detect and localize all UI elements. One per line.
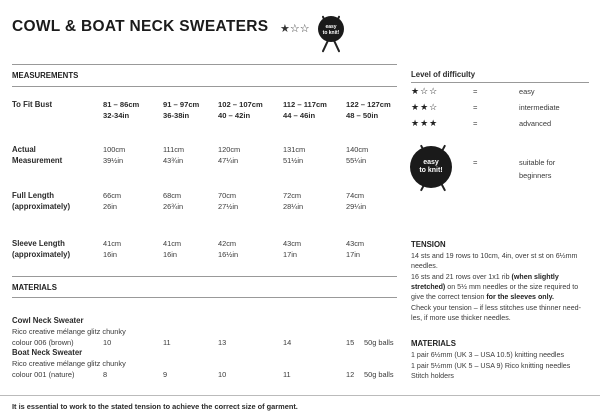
row-label: Actual <box>12 145 36 154</box>
ball-count: 15 <box>346 338 355 347</box>
size-value: 47¼in <box>218 156 239 165</box>
size-value: 112 – 117cm <box>283 100 327 109</box>
size-value: 43cm <box>283 239 302 248</box>
divider <box>12 276 397 277</box>
equals-sign: = <box>473 103 478 112</box>
size-value: 44 – 46in <box>283 111 316 120</box>
tension-segment: les, if more use thicker needles. <box>411 313 511 322</box>
size-value: 41cm <box>163 239 182 248</box>
equals-sign: = <box>473 119 478 128</box>
difficulty-heading: Level of difficulty <box>411 70 476 79</box>
row-label: Measurement <box>12 156 63 165</box>
needle-item: Stitch holders <box>411 372 454 380</box>
material-title: Boat Neck Sweater <box>12 348 83 357</box>
ball-count: 10 <box>218 370 227 379</box>
measurements-heading: MEASUREMENTS <box>12 71 79 80</box>
size-value: 140cm <box>346 145 369 154</box>
row-label: To Fit Bust <box>12 100 53 109</box>
material-desc: Rico creative mélange glitz chunky <box>12 327 126 336</box>
size-value: 70cm <box>218 191 237 200</box>
size-value: 102 – 107cm <box>218 100 263 109</box>
size-value: 16in <box>163 250 177 259</box>
size-value: 40 – 42in <box>218 111 251 120</box>
row-label: Full Length <box>12 191 55 200</box>
size-value: 16½in <box>218 250 239 259</box>
needles-heading: MATERIALS <box>411 339 456 348</box>
tension-segment: for the sleeves only. <box>486 293 554 302</box>
size-value: 36-38in <box>163 111 190 120</box>
size-value: 68cm <box>163 191 182 200</box>
divider <box>12 86 397 87</box>
badge-text-1: easy <box>325 24 337 30</box>
size-value: 122 – 127cm <box>346 100 391 109</box>
materials-heading: MATERIALS <box>12 283 57 292</box>
tension-segment: 14 sts and 19 rows to 10cm, 4in, over st st on 6½mm <box>411 252 578 260</box>
tension-heading: TENSION <box>411 240 446 249</box>
material-title: Cowl Neck Sweater <box>12 316 84 325</box>
ball-count: 13 <box>218 338 227 347</box>
level-stars: ★★☆ <box>411 102 439 112</box>
ball-count: 12 <box>346 370 355 379</box>
tension-line <box>411 313 511 324</box>
size-value: 29¼in <box>346 202 367 211</box>
size-value: 100cm <box>103 145 126 154</box>
size-value: 120cm <box>218 145 241 154</box>
divider <box>12 297 397 298</box>
size-value: 43¾in <box>163 156 184 165</box>
size-value: 55¼in <box>346 156 367 165</box>
size-value: 74cm <box>346 191 365 200</box>
size-value: 17in <box>283 250 297 259</box>
beginners-label: beginners <box>519 171 552 180</box>
size-value: 43cm <box>346 239 365 248</box>
needle-item: 1 pair 5½mm (UK 5 – USA 9) Rico knitting needles <box>411 361 571 370</box>
level-stars: ★☆☆ <box>411 86 439 96</box>
tension-note: It is essential to work to the stated tension to achieve the correct size of garment. <box>12 402 298 411</box>
level-label: intermediate <box>519 103 560 112</box>
size-value: 26¾in <box>163 202 184 211</box>
tension-segment: on 5½ mm needles or the size required to <box>445 282 579 291</box>
tension-segment: Check your tension – if less stitches use thinner need- <box>411 303 581 312</box>
suitable-label: suitable for <box>519 158 556 167</box>
size-value: 91 – 97cm <box>163 100 200 109</box>
material-desc: colour 001 (nature) <box>12 370 75 379</box>
tension-segment: needles. <box>411 262 438 271</box>
tension-segment: stretched) <box>411 282 446 291</box>
size-value: 51½in <box>283 156 304 165</box>
difficulty-stars: ★☆☆ <box>280 23 310 35</box>
ball-unit: 50g balls <box>364 338 394 347</box>
row-label: (approximately) <box>12 250 71 259</box>
ball-unit: 50g balls <box>364 370 394 379</box>
size-value: 66cm <box>103 191 122 200</box>
size-value: 17in <box>346 250 360 259</box>
badge-icon-text-2: to knit! <box>419 167 443 174</box>
material-desc: Rico creative mélange glitz chunky <box>12 359 126 368</box>
badge-icon-text-1: easy <box>423 159 439 166</box>
size-value: 32-34in <box>103 111 130 120</box>
divider <box>0 395 600 396</box>
needle-item: 1 pair 6½mm (UK 3 – USA 10.5) knitting needles <box>411 351 564 359</box>
level-label: advanced <box>519 119 552 128</box>
tension-segment: 16 sts and 21 rows over 1x1 rib <box>411 272 512 281</box>
equals-sign: = <box>473 158 478 167</box>
level-stars: ★★★ <box>411 118 439 128</box>
tension-segment: (when slightly <box>511 272 559 281</box>
size-value: 42cm <box>218 239 237 248</box>
ball-count: 10 <box>103 338 112 347</box>
page-title: COWL & BOAT NECK SWEATERS <box>12 18 269 35</box>
badge-text-2: to knit! <box>322 30 340 36</box>
ball-count: 11 <box>163 338 171 347</box>
divider <box>12 64 397 65</box>
size-value: 26in <box>103 202 117 211</box>
size-value: 48 – 50in <box>346 111 379 120</box>
size-value: 28¼in <box>283 202 304 211</box>
ball-count: 8 <box>103 370 108 379</box>
tension-segment: give the correct tension <box>411 293 487 302</box>
size-value: 16in <box>103 250 117 259</box>
ball-count: 9 <box>163 370 168 379</box>
row-label: Sleeve Length <box>12 239 65 248</box>
equals-sign: = <box>473 87 478 96</box>
material-desc: colour 006 (brown) <box>12 338 74 347</box>
row-label: (approximately) <box>12 202 71 211</box>
size-value: 27½in <box>218 202 239 211</box>
size-value: 41cm <box>103 239 122 248</box>
size-value: 131cm <box>283 145 306 154</box>
level-label: easy <box>519 87 535 96</box>
ball-count: 14 <box>283 338 292 347</box>
size-value: 39½in <box>103 156 124 165</box>
size-value: 72cm <box>283 191 302 200</box>
divider <box>411 82 589 83</box>
ball-count: 11 <box>283 370 291 379</box>
size-value: 111cm <box>163 145 185 154</box>
size-value: 81 – 86cm <box>103 100 140 109</box>
